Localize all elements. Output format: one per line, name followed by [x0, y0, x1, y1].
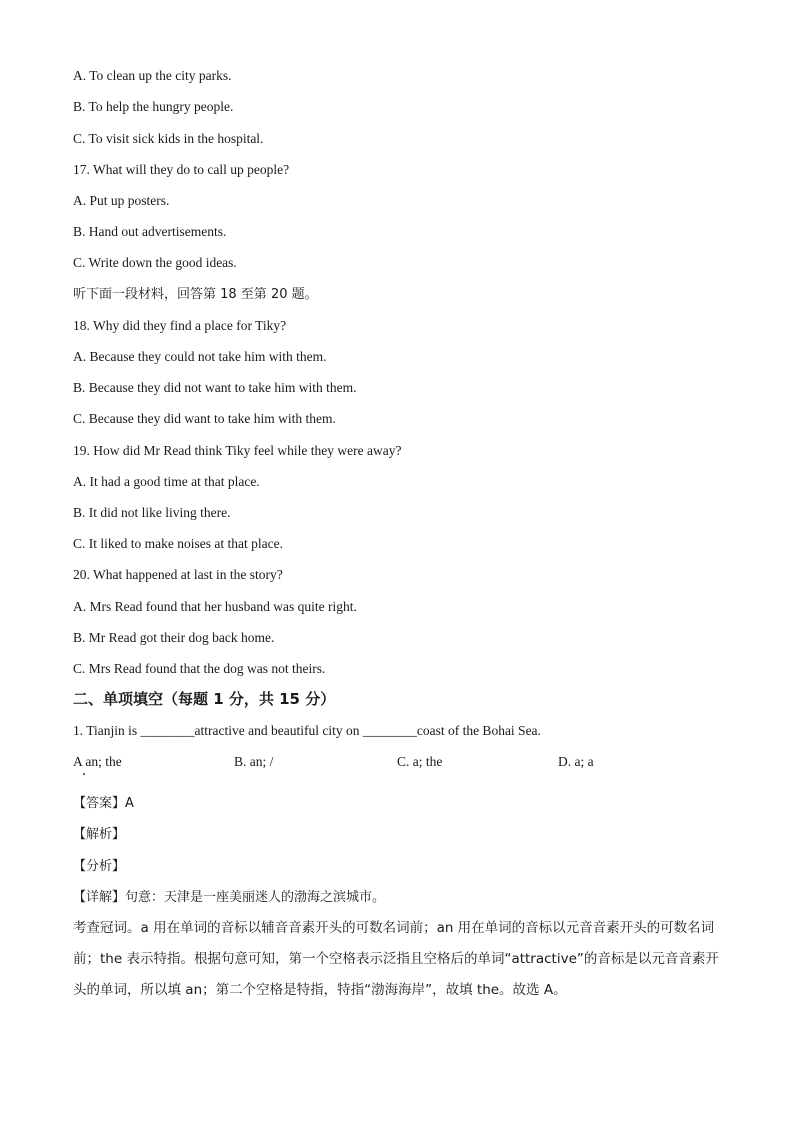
line-12: 19. How did Mr Read think Tiky feel while they were away? — [73, 443, 402, 458]
line-14: B. It did not like living there. — [73, 505, 231, 520]
line-9: A. Because they could not take him with them. — [73, 349, 327, 364]
answer-label: 【答案】A — [73, 796, 134, 811]
line-17: A. Mrs Read found that her husband was quite right. — [73, 599, 357, 614]
line-4: A. Put up posters. — [73, 193, 170, 208]
stray-dot — [83, 773, 85, 775]
line-1: B. To help the hungry people. — [73, 99, 234, 114]
line-3: 17. What will they do to call up people? — [73, 162, 290, 177]
line-16: 20. What happened at last in the story? — [73, 567, 283, 582]
line-7: 听下面一段材料，回答第 18 至第 20 题。 — [73, 287, 318, 302]
line-5: B. Hand out advertisements. — [73, 224, 227, 239]
line-18: B. Mr Read got their dog back home. — [73, 630, 275, 645]
fenxi-label: 【分析】 — [73, 859, 126, 874]
line-2: C. To visit sick kids in the hospital. — [73, 131, 264, 146]
option-b: B. an; / — [234, 754, 274, 769]
line-8: 18. Why did they find a place for Tiky? — [73, 318, 287, 333]
section-heading: 二、单项填空（每题 1 分，共 15 分） — [73, 690, 336, 708]
line-11: C. Because they did want to take him with them. — [73, 411, 336, 426]
analysis-label: 【解析】 — [73, 827, 126, 842]
line-13: A. It had a good time at that place. — [73, 474, 260, 489]
option-a: A an; the — [73, 754, 122, 769]
line-10: B. Because they did not want to take him with them. — [73, 380, 357, 395]
question-1-stem: 1. Tianjin is ________attractive and beautiful city on ________coast of the Bohai Sea. — [73, 723, 541, 738]
line-6: C. Write down the good ideas. — [73, 255, 237, 270]
line-15: C. It liked to make noises at that place. — [73, 536, 283, 551]
line-0: A. To clean up the city parks. — [73, 68, 232, 83]
option-c: C. a; the — [397, 754, 443, 769]
detail-line: 【详解】句意：天津是一座美丽迷人的渤海之滨城市。 — [73, 890, 386, 905]
line-19: C. Mrs Read found that the dog was not theirs. — [73, 661, 326, 676]
option-d: D. a; a — [558, 754, 594, 769]
explanation-paragraph: 考查冠词。a 用在单词的音标以辅音音素开头的可数名词前；an 用在单词的音标以元音音素开头的可数名词前；the 表示特指。根据句意可知，第一个空格表示泛指且空格后的单词“attractive”的音标是以元音音素开头的单词，所以填 an；第二个空格是特指，特指“渤海海岸”，故填 the。故选 A。 — [73, 920, 719, 998]
